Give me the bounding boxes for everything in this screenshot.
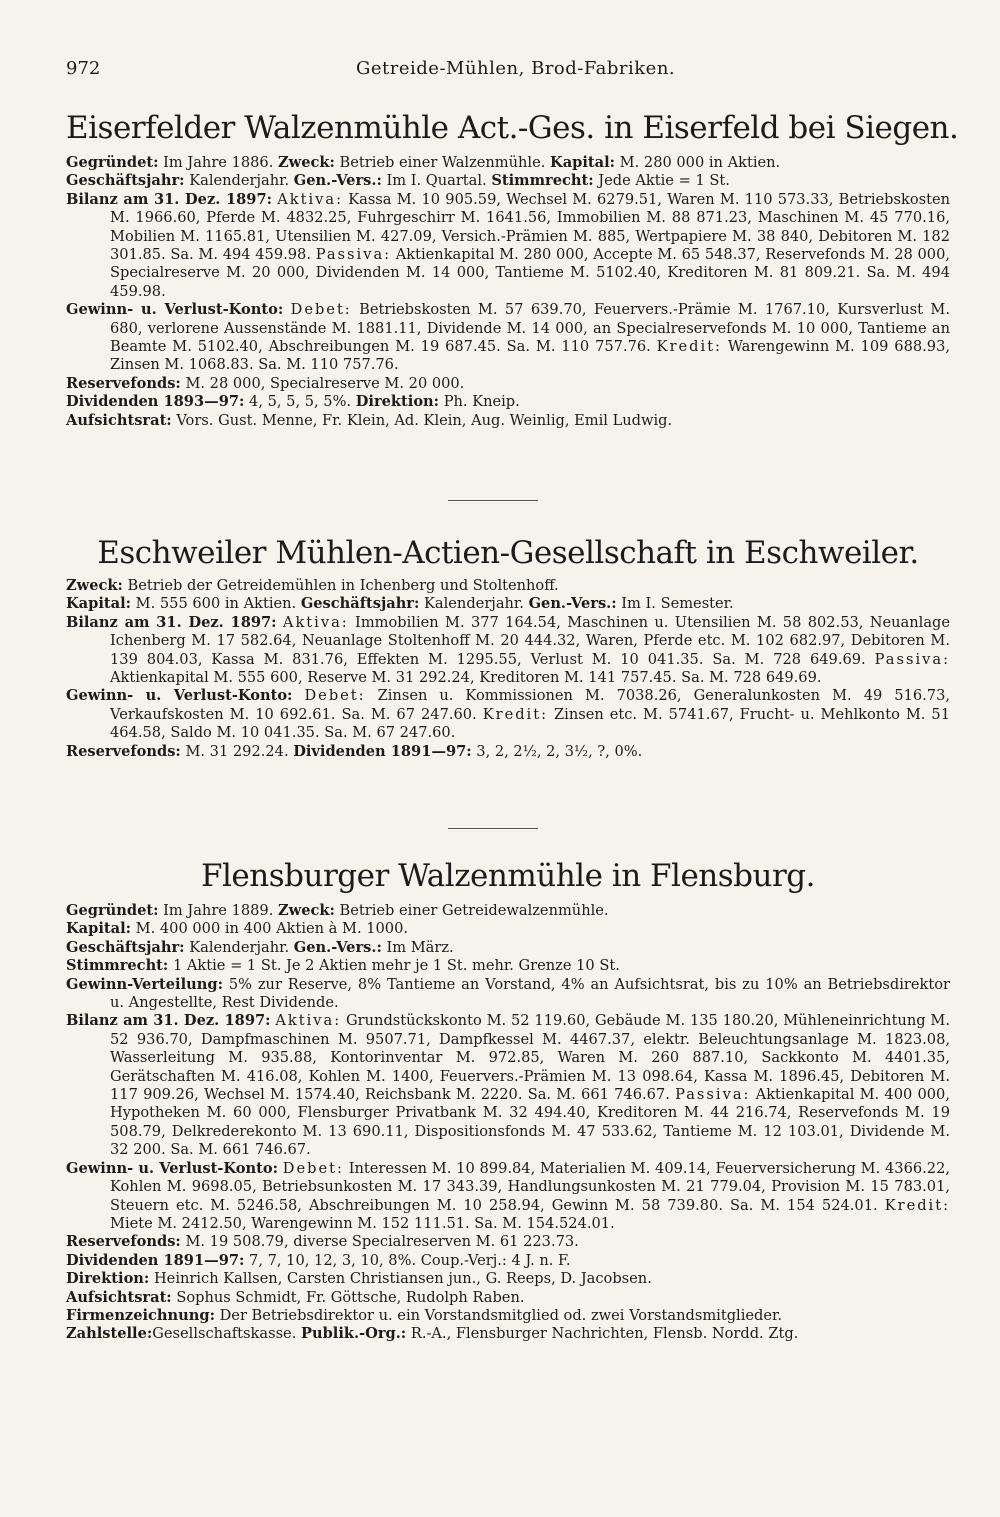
entry-fiscal-year: Geschäftsjahr: Kalenderjahr. Gen.-Vers.: Im I. Quartal. Stimmrecht: Jede Aktie = 1 St.	[66, 172, 730, 190]
entry-profit-distribution: Gewinn-Verteilung: 5% zur Reserve, 8% Tantieme an Vorstand, 4% an Aufsichtsrat, bis zu 10% an Betriebsdirektor u. Angestellte, Rest Dividende.	[66, 975, 950, 1012]
section-divider	[448, 500, 538, 501]
entry-management: Direktion: Heinrich Kallsen, Carsten Christiansen jun., G. Reeps, D. Jacobsen.	[66, 1270, 652, 1288]
entry-voting-right: Stimmrecht: 1 Aktie = 1 St. Je 2 Aktien mehr je 1 St. mehr. Grenze 10 St.	[66, 957, 620, 975]
entry-supervisory-board: Aufsichtsrat: Sophus Schmidt, Fr. Göttsche, Rudolph Raben.	[66, 1288, 525, 1306]
entry-dividends: Dividenden 1893—97: 4, 5, 5, 5, 5%. Direktion: Ph. Kneip.	[66, 393, 520, 411]
company-entry-flensburg	[66, 858, 950, 1344]
entry-signature: Firmenzeichnung: Der Betriebsdirektor u. ein Vorstandsmitglied od. zwei Vorstandsmitglieder.	[66, 1306, 783, 1324]
entry-dividends: Dividenden 1891—97: 7, 7, 10, 12, 3, 10, 8%. Coup.-Verj.: 4 J. n. F.	[66, 1251, 571, 1269]
page-number: 972	[66, 58, 101, 79]
running-title: Getreide-Mühlen, Brod-Fabriken.	[356, 58, 676, 79]
entry-paying-office: Zahlstelle:Gesellschaftskasse. Publik.-Org.: R.-A., Flensburger Nachrichten, Flensb. Nordd. Ztg.	[66, 1325, 799, 1343]
company-title: Eschweiler Mühlen-Actien-Gesellschaft in Eschweiler.	[97, 535, 919, 571]
entry-profit-loss: Gewinn- u. Verlust-Konto: Debet: Zinsen u. Kommissionen M. 7038.26, Generalunkosten M. 49 516.73, Verkaufskosten M. 10 692.61. Sa. M. 67 247.60. Kredit: Zinsen etc. M. 5741.67, Frucht- u. Mehlkonto M. 51 464.58, Saldo M. 10 041.35. Sa. M. 67 247.60.	[66, 687, 950, 742]
entry-capital: Kapital: M. 555 600 in Aktien. Geschäftsjahr: Kalenderjahr. Gen.-Vers.: Im I. Semester.	[66, 595, 734, 613]
entry-reserve-fund: Reservefonds: M. 19 508.79, diverse Specialreserven M. 61 223.73.	[66, 1233, 579, 1251]
entry-reserve-fund: Reservefonds: M. 28 000, Specialreserve M. 20 000.	[66, 374, 465, 392]
company-entry-eiserfeld	[66, 110, 959, 430]
entry-purpose: Zweck: Betrieb der Getreidemühlen in Ichenberg und Stoltenhoff.	[66, 577, 559, 594]
entry-balance-sheet: Bilanz am 31. Dez. 1897: Aktiva: Immobilien M. 377 164.54, Maschinen u. Utensilien M. 58 802.53, Neuanlage Ichenberg M. 17 582.64, Neuanlage Stoltenhoff M. 20 444.32, Waren, Pferde etc. M. 102 682.97, Debitoren M. 139 804.03, Kassa M. 831.76, Effekten M. 1295.55, Verlust M. 10 041.35. Sa. M. 728 649.69. Passiva: Aktienkapital M. 555 600, Reserve M. 31 292.24, Kreditoren M. 141 757.45. Sa. M. 728 649.69.	[66, 613, 951, 687]
section-divider	[448, 828, 538, 829]
running-header	[66, 58, 950, 82]
entry-profit-loss: Gewinn- u. Verlust-Konto: Debet: Betriebskosten M. 57 639.70, Feuervers.-Prämie M. 1767.10, Kursverlust M. 680, verlorene Aussenstände M. 1881.11, Dividende M. 14 000, an Specialreservefonds M. 10 000, Tantieme an Beamte M. 5102.40, Abschreibungen M. 19 687.45. Sa. M. 110 757.76. Kredit: Warengewinn M. 109 688.93, Zinsen M. 1068.83. Sa. M. 110 757.76.	[66, 301, 951, 374]
entry-balance-sheet: Bilanz am 31. Dez. 1897: Aktiva: Grundstückskonto M. 52 119.60, Gebäude M. 135 180.20, Mühleneinrichtung M. 52 936.70, Dampfmaschinen M. 9507.71, Dampfkessel M. 4467.37, elektr. Beleuchtungsanlage M. 1823.08, Wasserleitung M. 935.88, Kontorinventar M. 972.85, Waren M. 260 887.10, Sackkonto M. 4401.35, Gerätschaften M. 416.08, Kohlen M. 1400, Feuervers.-Prämien M. 13 098.64, Kassa M. 1896.45, Debitoren M. 117 909.26, Wechsel M. 1574.40, Reichsbank M. 2220. Sa. M. 661 746.67. Passiva: Aktienkapital M. 400 000, Hypotheken M. 60 000, Flensburger Privatbank M. 32 494.40, Kreditoren M. 44 216.74, Reservefonds M. 19 508.79, Delkrederekonto M. 13 690.11, Dispositionsfonds M. 47 533.62, Tantieme M. 12 103.01, Dividende M. 32 200. Sa. M. 661 746.67.	[66, 1012, 951, 1159]
entry-balance-sheet: Bilanz am 31. Dez. 1897: Aktiva: Kassa M. 10 905.59, Wechsel M. 6279.51, Waren M. 110 573.33, Betriebskosten M. 1966.60, Pferde M. 4832.25, Fuhrgeschirr M. 1641.56, Immobilien M. 88 871.23, Maschinen M. 45 770.16, Mobilien M. 1165.81, Utensilien M. 427.09, Versich.-Prämien M. 885, Wertpapiere M. 38 840, Debitoren M. 182 301.85. Sa. M. 494 459.98. Passiva: Aktienkapital M. 280 000, Accepte M. 65 548.37, Reservefonds M. 28 000, Specialreserve M. 20 000, Dividenden M. 14 000, Tantieme M. 5102.40, Kreditoren M. 81 809.21. Sa. M. 494 459.98.	[66, 190, 951, 300]
company-entry-eschweiler	[66, 535, 950, 761]
entry-supervisory-board: Aufsichtsrat: Vors. Gust. Menne, Fr. Klein, Ad. Klein, Aug. Weinlig, Emil Ludwig.	[66, 411, 673, 429]
entry-fiscal-year: Geschäftsjahr: Kalenderjahr. Gen.-Vers.: Im März.	[66, 938, 454, 956]
company-title: Flensburger Walzenmühle in Flensburg.	[201, 858, 815, 894]
entry-founded: Gegründet: Im Jahre 1889. Zweck: Betrieb einer Getreidewalzenmühle.	[66, 902, 609, 919]
entry-reserve-dividends: Reservefonds: M. 31 292.24. Dividenden 1891—97: 3, 2, 2½, 2, 3½, ?, 0%.	[66, 742, 643, 760]
entry-capital: Kapital: M. 400 000 in 400 Aktien à M. 1000.	[66, 920, 409, 938]
company-title: Eiserfelder Walzenmühle Act.-Ges. in Eiserfeld bei Siegen.	[66, 110, 959, 146]
entry-profit-loss: Gewinn- u. Verlust-Konto: Debet: Interessen M. 10 899.84, Materialien M. 409.14, Feuerversicherung M. 4366.22, Kohlen M. 9698.05, Betriebsunkosten M. 17 343.39, Handlungsunkosten M. 21 779.04, Provision M. 15 783.01, Steuern etc. M. 5246.58, Abschreibungen M. 10 258.94, Gewinn M. 58 739.80. Sa. M. 154 524.01. Kredit: Miete M. 2412.50, Warengewinn M. 152 111.51. Sa. M. 154.524.01.	[66, 1159, 950, 1232]
entry-founded: Gegründet: Im Jahre 1886. Zweck: Betrieb einer Walzenmühle. Kapital: M. 280 000 in Aktien.	[66, 154, 781, 171]
